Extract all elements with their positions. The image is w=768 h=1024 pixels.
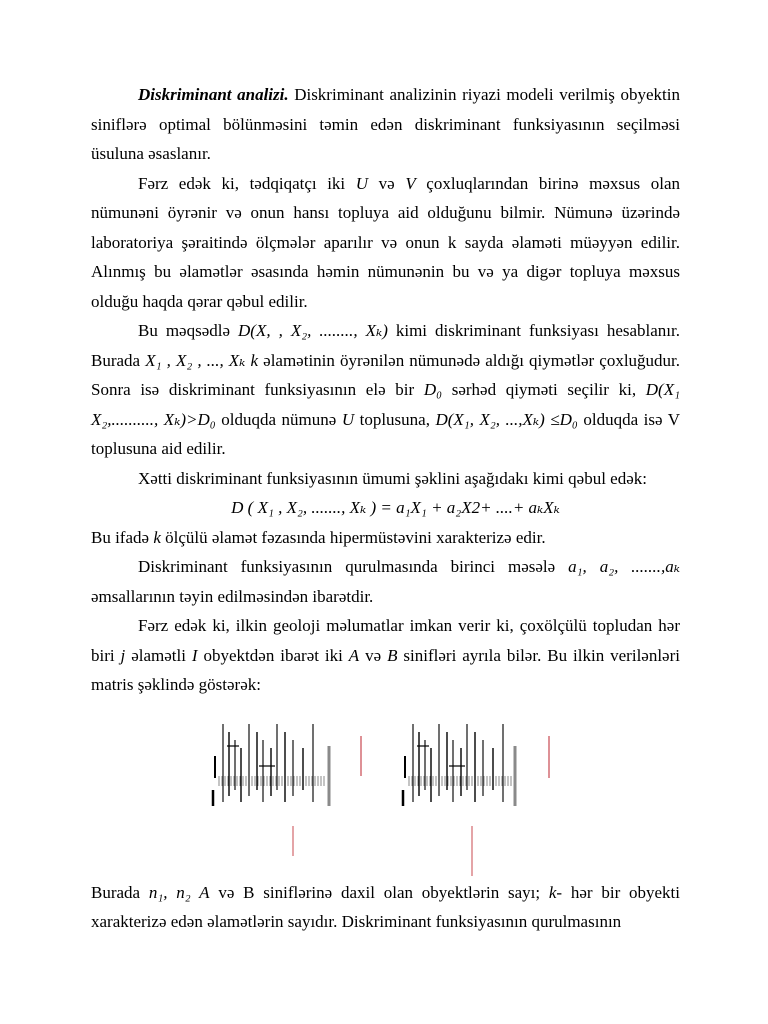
paragraph-2: Fərz edək ki, tədqiqatçı iki U və V çoxluqlarından birinə məxsus olan nümunəni öyrənir və onun hansı topluya aid olduğunu bilmir. Nümunə üzərində laboratoriya şəraitində ölçmələr aparılır və onun k sayda əlaməti müəyyən edilir. Alınmış bu əlamətlər əsasında həmin nümunənin bu və ya digər topluya məxsus olduğu haqda qərar qəbul edilir. — [91, 173, 681, 311]
paragraph-7: Fərz edək ki, ilkin geoloji məlumatlar imkan verir ki, çoxölçülü topludan hər biri j əlamətli I obyektdən ibarət iki A və B sinifləri ayrıla bilər. Bu ilkin verilənləri matris şəklində göstərək: — [91, 616, 680, 694]
matrix-image-garbled — [91, 706, 680, 878]
paragraph-4: Xətti diskriminant funksiyasının ümumi şəklini aşağıdakı kimi qəbul edək: — [138, 468, 647, 488]
section-heading: Diskriminant analizi. — [138, 85, 289, 104]
paragraph-5: Bu ifadə k ölçülü əlamət fəzasında hipermüstəvini xarakterizə edir. — [91, 527, 546, 547]
matrix-garbled-graphic — [91, 706, 680, 878]
paragraph-1: Diskriminant analizi. Diskriminant analizinin riyazi modeli verilmiş obyektin siniflərə optimal bölünməsini təmin edən diskriminant funksiyasının seçilməsi üsuluna əsaslanır. — [91, 85, 680, 163]
paragraph-8: Burada n₁, n₂ A və B siniflərinə daxil olan obyektlərin sayı; k- hər bir obyekti xarakterizə edən əlamətlərin sayıdır. Diskriminant funksiyasının qurulmasının — [91, 882, 680, 931]
paragraph-3: Bu məqsədlə D(X, , X₂, ........, Xₖ) kimi diskriminant funksiyası hesablanır. Burada X₁ , X₂ , ..., Xₖ k əlamətinin öyrənilən nümunədə aldığı qiymətlər çoxluğudur. Sonra isə diskriminant funksiyasının elə bir D₀ sərhəd qiyməti seçilir ki, D(X₁ X₂,.........., Xₖ)>D₀ olduqda nümunə U toplusuna, D(X₁, X₂, ...,Xₖ) ≤D₀ olduqda isə V toplusuna aid edilir. — [91, 321, 681, 458]
linear-discriminant-formula: D ( X₁ , X₂, ......., Xₖ ) = a₁X₁ + a₂X2+ ....+ aₖXₖ — [231, 498, 560, 517]
paragraph-6: Diskriminant funksiyasının qurulmasında birinci məsələ a₁, a₂, .......,aₖ əmsallarının təyin edilməsindən ibarətdir. — [91, 557, 680, 606]
